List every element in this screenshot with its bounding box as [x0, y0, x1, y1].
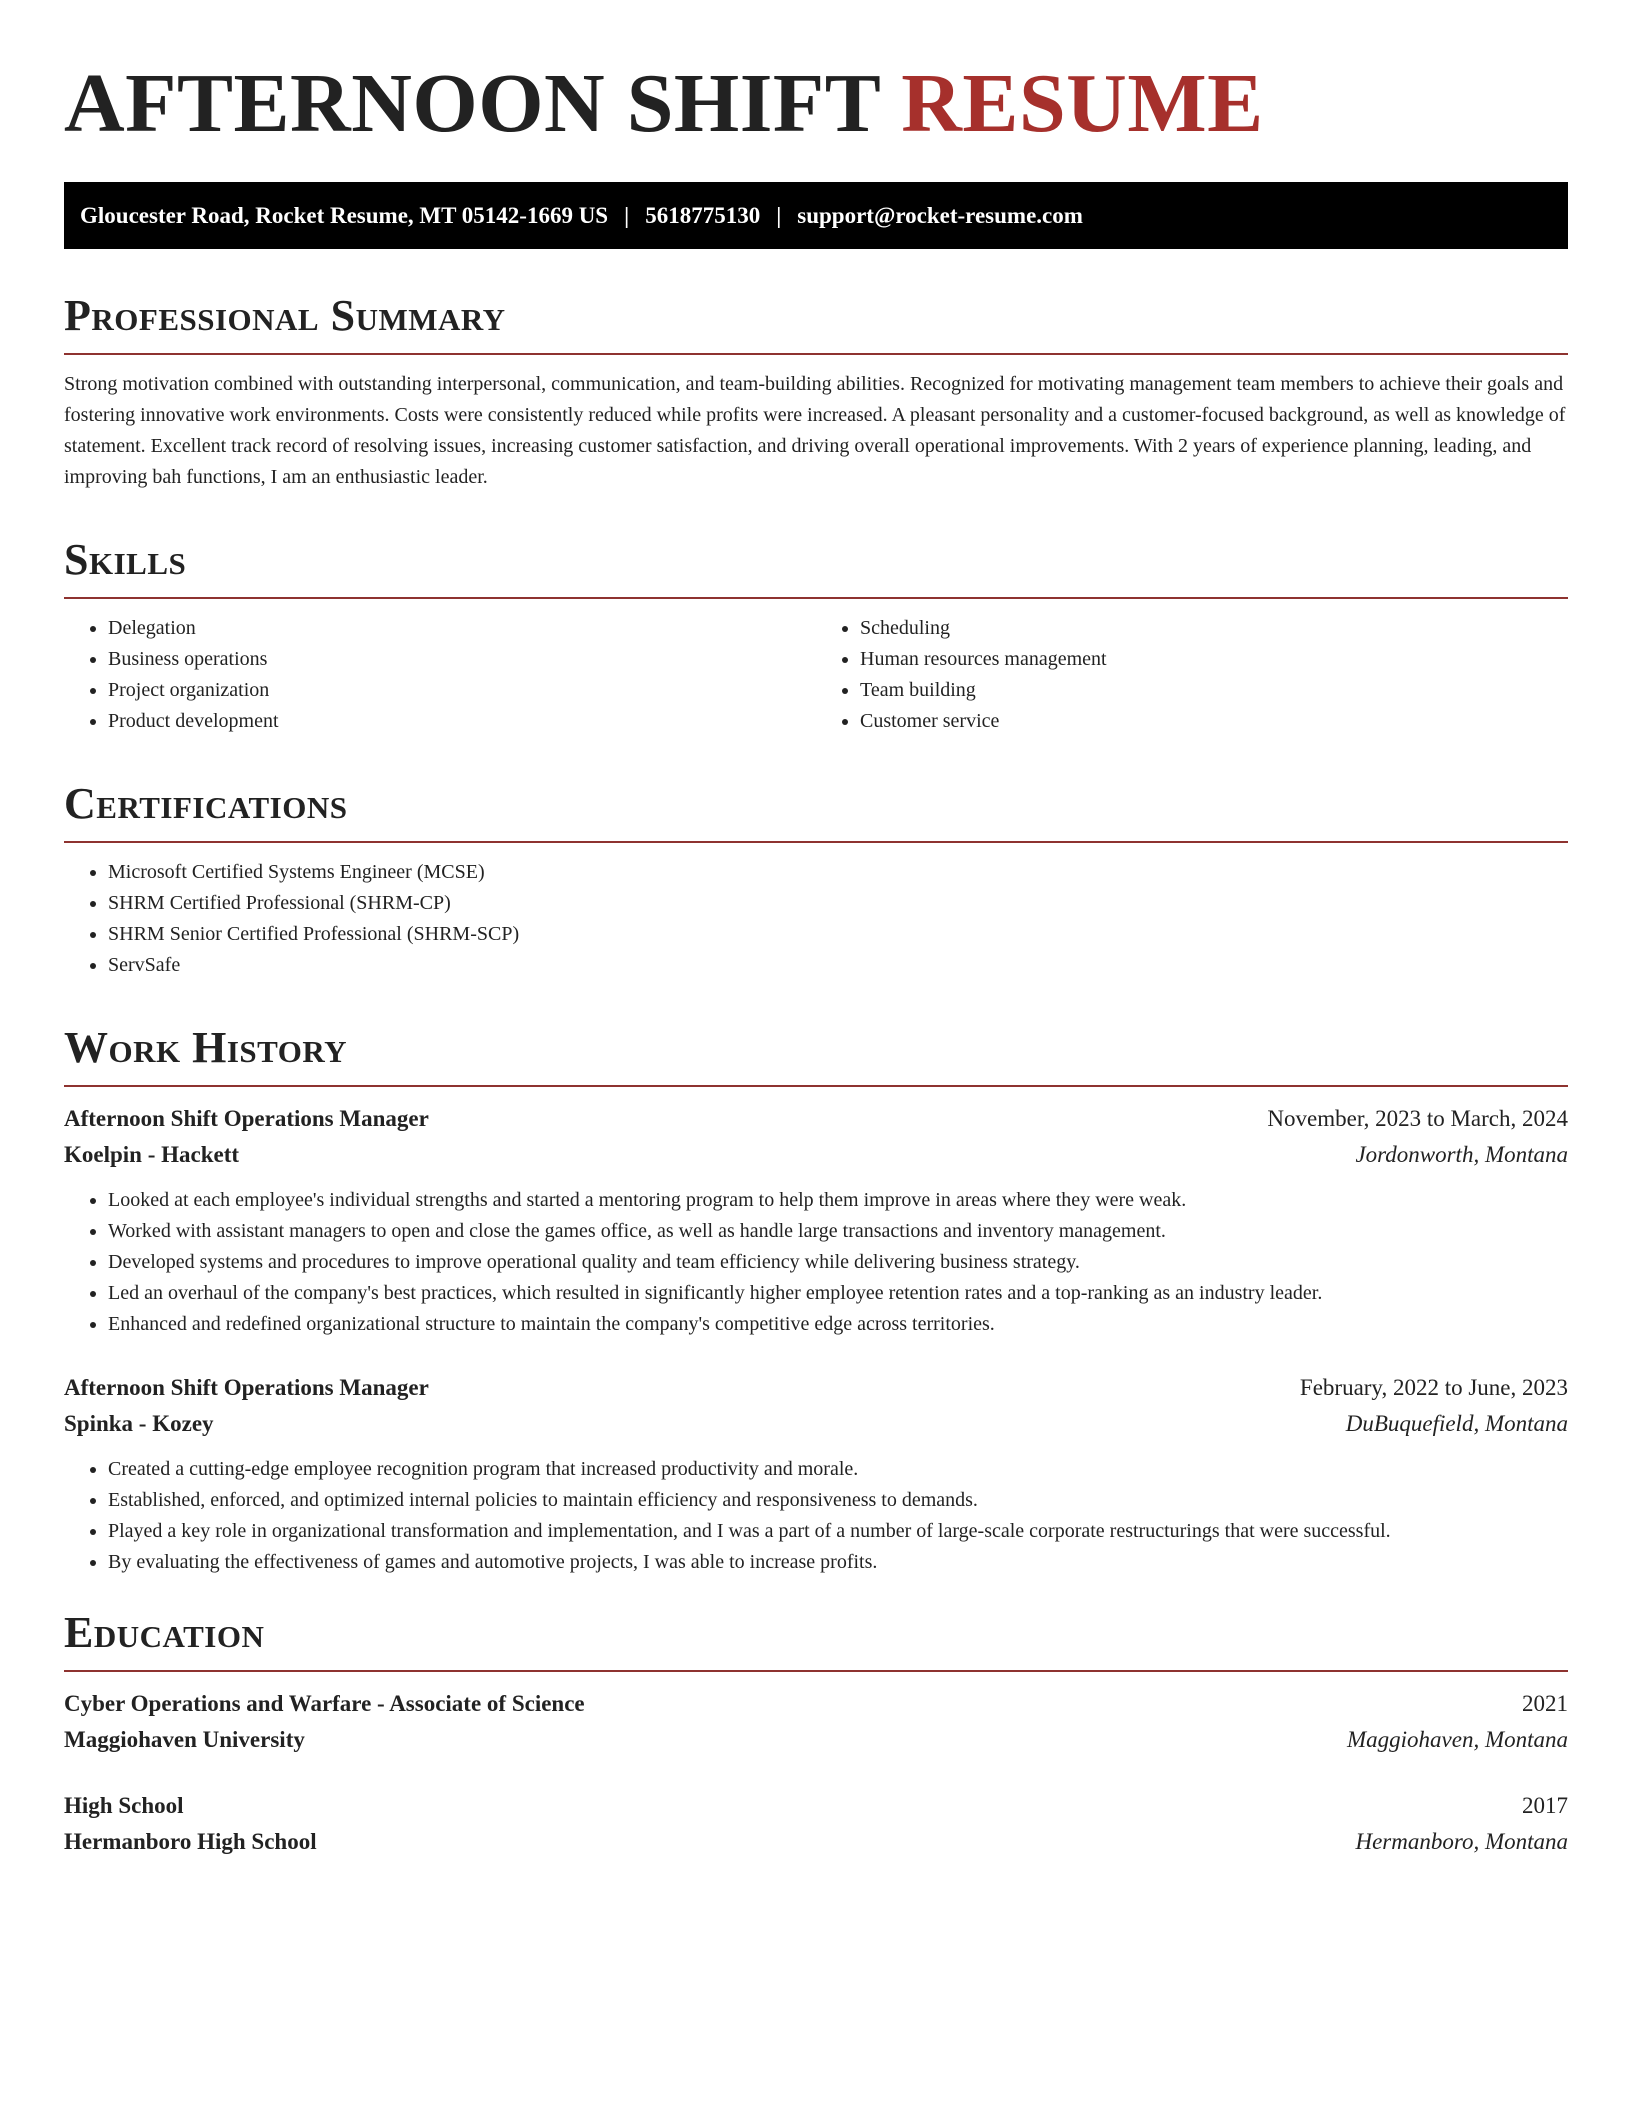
education-location: Hermanboro, Montana [1355, 1829, 1568, 1854]
job-company-row [64, 1137, 1568, 1173]
section-divider [64, 1085, 1568, 1087]
education-section [64, 1608, 1568, 1860]
skill-item: • Customer service [860, 706, 1568, 737]
contact-phone: 5618775130 [645, 202, 761, 228]
job-bullet: • Looked at each employee's individual strengths and started a mentoring program to help them improve in areas where they were weak. [108, 1185, 1568, 1216]
contact-separator: | [776, 202, 782, 228]
education-degree: High School [64, 1793, 184, 1818]
certification-item: • SHRM Senior Certified Professional (SHRM-SCP) [108, 919, 1568, 950]
education-entry [64, 1686, 1568, 1758]
certifications-heading: Certifications [64, 779, 348, 828]
job-dates: February, 2022 to June, 2023 [1299, 1375, 1568, 1400]
section-divider [64, 353, 1568, 355]
job-bullet: • Played a key role in organizational transformation and implementation, and I was a part of a number of large-scale corporate restructurings that were successful. [108, 1516, 1568, 1547]
job-entry [64, 1101, 1568, 1340]
skill-item: • Product development [108, 706, 816, 737]
contact-email: support@rocket-resume.com [797, 202, 1083, 228]
contact-bar [64, 182, 1568, 249]
work-history-section [64, 1023, 1568, 1578]
section-divider [64, 597, 1568, 599]
skills-heading: Skills [64, 535, 187, 584]
education-year: 2021 [1522, 1691, 1568, 1716]
summary-text: Strong motivation combined with outstanding interpersonal, communication, and team-building abilities. Recognized for motivating management team members to achieve their goals and fostering innovative work environments. Costs were consistently reduced while profits were increased. A pleasant personality and a customer-focused background, as well as knowledge of statement. Excellent track record of resolving issues, increasing customer satisfaction, and driving overall operational improvements. With 2 years of experience planning, leading, and improving bah functions, I am an enthusiastic leader. [64, 373, 1566, 488]
summary-heading: Professional Summary [64, 291, 506, 340]
job-location: DuBuquefield, Montana [1345, 1411, 1568, 1436]
name-main: AFTERNOON SHIFT [64, 57, 880, 150]
job-bullet: • By evaluating the effectiveness of games and automotive projects, I was able to increase profits. [108, 1547, 1568, 1578]
skill-item: • Business operations [108, 644, 816, 675]
job-bullets [64, 1454, 1568, 1578]
job-bullet: • Worked with assistant managers to open and close the games office, as well as handle large transactions and inventory management. [108, 1216, 1568, 1247]
work-history-heading: Work History [64, 1023, 348, 1072]
job-role: Afternoon Shift Operations Manager [64, 1106, 429, 1131]
skills-list-left [64, 613, 816, 737]
job-bullets [64, 1185, 1568, 1340]
contact-address: Gloucester Road, Rocket Resume, MT 05142-1669 US [80, 202, 609, 228]
education-degree: Cyber Operations and Warfare - Associate of Science [64, 1691, 585, 1716]
job-bullet: • Established, enforced, and optimized internal policies to maintain efficiency and responsiveness to demands. [108, 1485, 1568, 1516]
certification-item: • ServSafe [108, 950, 1568, 981]
skills-list-right [816, 613, 1568, 737]
job-bullet: • Created a cutting-edge employee recognition program that increased productivity and morale. [108, 1454, 1568, 1485]
section-divider [64, 841, 1568, 843]
certification-item: • SHRM Certified Professional (SHRM-CP) [108, 888, 1568, 919]
education-school-row [64, 1722, 1568, 1758]
job-company: Koelpin - Hackett [64, 1142, 240, 1167]
name-accent: RESUME [901, 57, 1264, 150]
job-dates: November, 2023 to March, 2024 [1267, 1106, 1568, 1131]
skill-item: • Project organization [108, 675, 816, 706]
job-company: Spinka - Kozey [64, 1411, 214, 1436]
job-bullet: • Led an overhaul of the company's best practices, which resulted in significantly higher employee retention rates and a top-ranking as an industry leader. [108, 1278, 1568, 1309]
education-year: 2017 [1522, 1793, 1568, 1818]
education-degree-row [64, 1686, 1568, 1722]
job-location: Jordonworth, Montana [1355, 1142, 1568, 1167]
job-company-row [64, 1406, 1568, 1442]
job-title-row [64, 1101, 1568, 1137]
job-entry [64, 1370, 1568, 1578]
skill-item: • Human resources management [860, 644, 1568, 675]
section-divider [64, 1670, 1568, 1672]
skill-item: • Scheduling [860, 613, 1568, 644]
job-role: Afternoon Shift Operations Manager [64, 1375, 429, 1400]
education-location: Maggiohaven, Montana [1346, 1727, 1568, 1752]
education-school: Hermanboro High School [64, 1829, 317, 1854]
resume-name [64, 58, 1568, 150]
skills-section [64, 535, 1568, 737]
summary-section [64, 291, 1568, 493]
certifications-section [64, 779, 1568, 981]
skill-item: • Team building [860, 675, 1568, 706]
contact-separator: | [624, 202, 630, 228]
job-bullet: • Enhanced and redefined organizational structure to maintain the company's competitive edge across territories. [108, 1309, 1568, 1340]
skills-grid [64, 613, 1568, 737]
education-heading: Education [64, 1608, 265, 1657]
education-school: Maggiohaven University [64, 1727, 305, 1752]
certification-item: • Microsoft Certified Systems Engineer (MCSE) [108, 857, 1568, 888]
job-title-row [64, 1370, 1568, 1406]
education-degree-row [64, 1788, 1568, 1824]
education-school-row [64, 1824, 1568, 1860]
education-entry [64, 1788, 1568, 1860]
job-bullet: • Developed systems and procedures to improve operational quality and team efficiency while delivering business strategy. [108, 1247, 1568, 1278]
certifications-list [64, 857, 1568, 981]
skill-item: • Delegation [108, 613, 816, 644]
